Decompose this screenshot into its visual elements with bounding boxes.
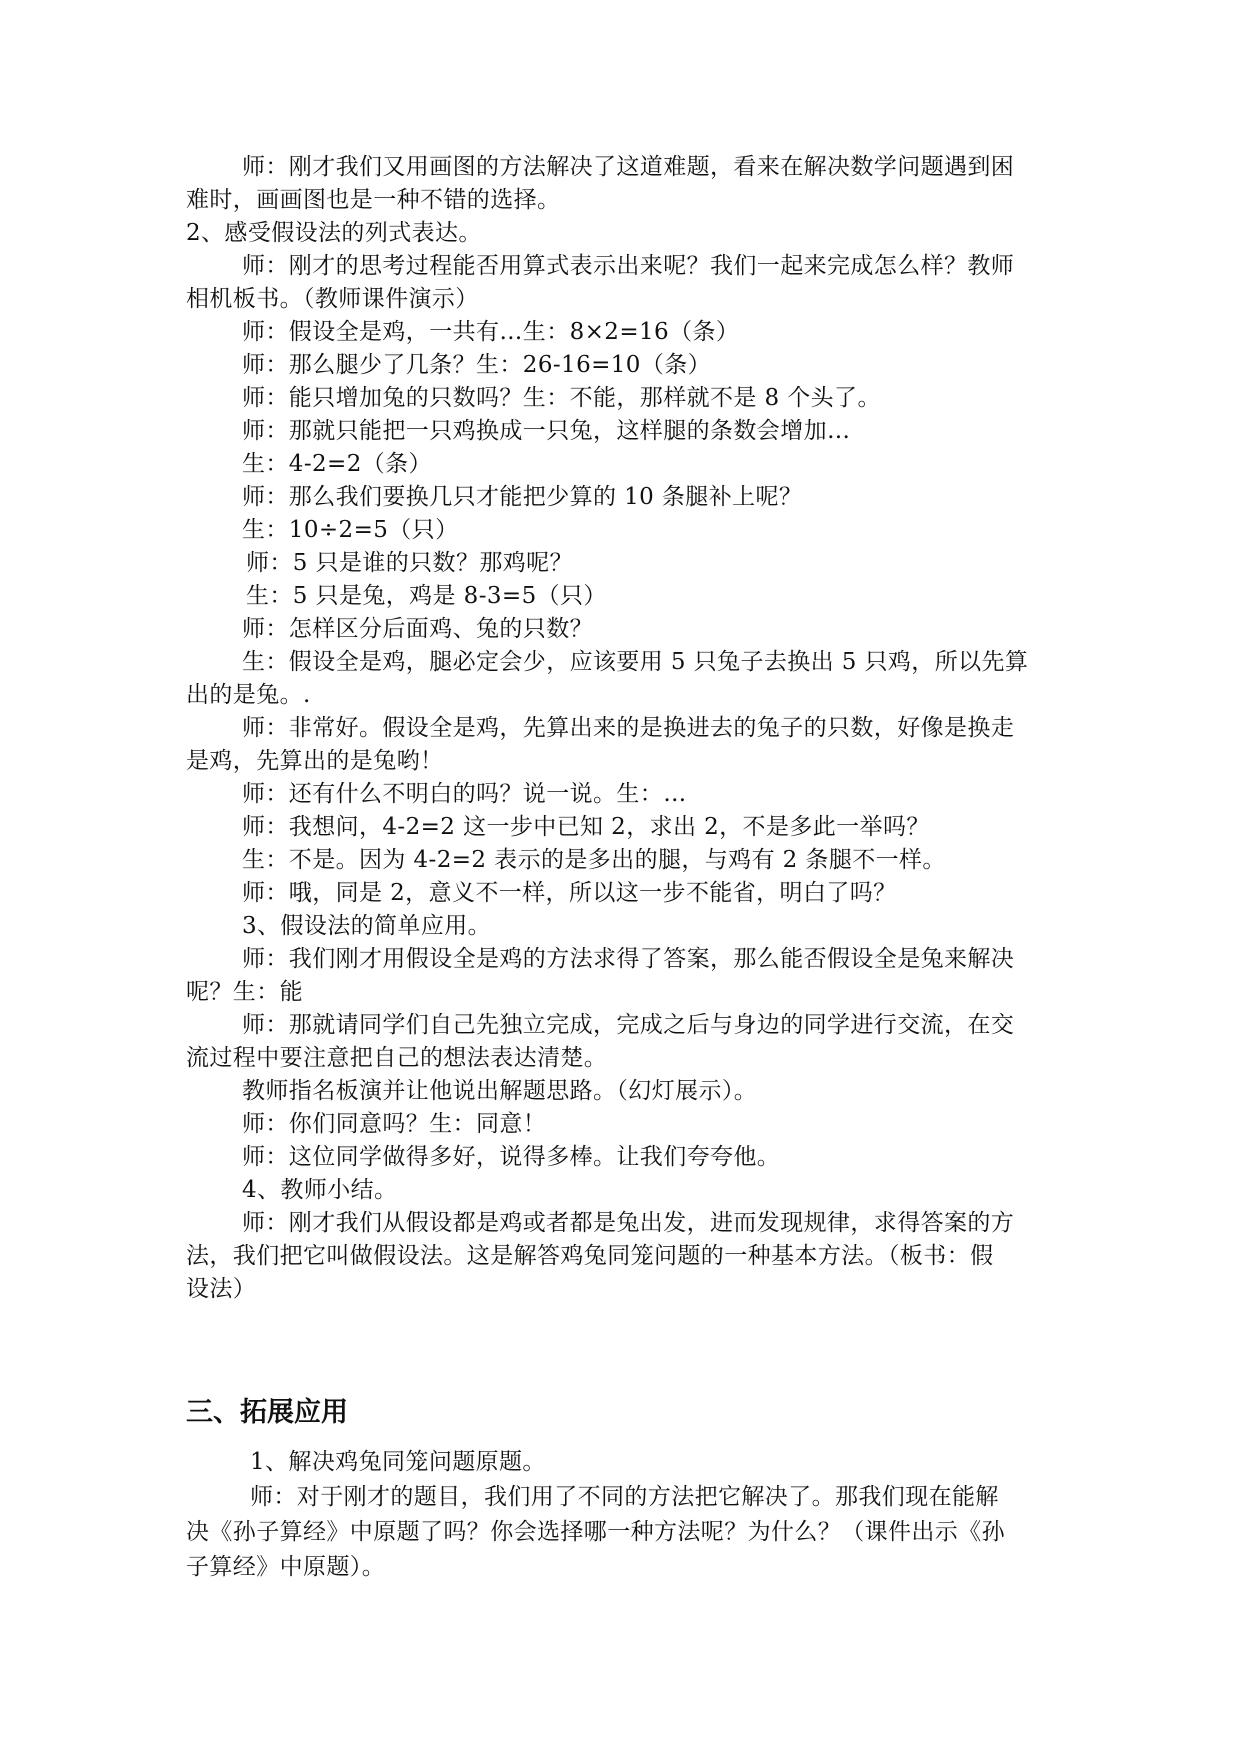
paragraph-line: 师：能只增加兔的只数吗？生：不能，那样就不是 8 个头了。 [242, 385, 881, 411]
paragraph-line: 师：怎样区分后面鸡、兔的只数？ [242, 616, 593, 642]
paragraph-line: 流过程中要注意把自己的想法表达清楚。 [186, 1045, 608, 1071]
paragraph-line: 师：我们刚才用假设全是鸡的方法求得了答案，那么能否假设全是兔来解决 [242, 946, 1015, 972]
paragraph-line: 教师指名板演并让他说出解题思路。（幻灯展示）。 [242, 1078, 758, 1104]
paragraph-line: 师：刚才我们从假设都是鸡或者都是兔出发，进而发现规律，求得答案的方 [242, 1210, 1015, 1236]
paragraph-line: 设法） [186, 1276, 257, 1302]
paragraph-line: 相机板书。（教师课件演示） [186, 286, 479, 312]
subsection-title: 3、假设法的简单应用。 [242, 913, 492, 939]
paragraph-line: 子算经》中原题）。 [186, 1554, 386, 1580]
paragraph-line: 师：假设全是鸡，一共有…生：8×2=16（条） [242, 319, 740, 345]
paragraph-line: 生：10÷2=5（只） [242, 517, 459, 543]
paragraph-line: 师：对于刚才的题目，我们用了不同的方法把它解决了。那我们现在能解 [250, 1484, 999, 1510]
section-heading: 三、拓展应用 [186, 1397, 348, 1428]
paragraph-line: 师：5 只是谁的只数？那鸡呢？ [246, 550, 573, 576]
paragraph-line: 师：那就只能把一只鸡换成一只兔，这样腿的条数会增加… [242, 418, 851, 444]
paragraph-line: 师：这位同学做得多好，说得多棒。让我们夸夸他。 [242, 1144, 781, 1170]
paragraph-line: 师：那么腿少了几条？生：26-16=10（条） [242, 352, 712, 378]
paragraph-line: 师：那就请同学们自己先独立完成，完成之后与身边的同学进行交流，在交 [242, 1012, 1015, 1038]
paragraph-line: 法，我们把它叫做假设法。这是解答鸡兔同笼问题的一种基本方法。（板书：假 [186, 1243, 994, 1269]
paragraph-line: 师：还有什么不明白的吗？说一说。生：… [242, 781, 687, 807]
paragraph-line: 生：5 只是兔，鸡是 8-3=5（只） [246, 583, 607, 609]
subsection-title: 2、感受假设法的列式表达。 [186, 220, 482, 246]
paragraph-line: 师：非常好。假设全是鸡，先算出来的是换进去的兔子的只数，好像是换走 [242, 715, 1015, 741]
paragraph-line: 师：哦，同是 2，意义不一样，所以这一步不能省，明白了吗？ [242, 880, 897, 906]
paragraph-line: 师：那么我们要换几只才能把少算的 10 条腿补上呢？ [242, 484, 803, 510]
paragraph-line: 师：我想问，4-2=2 这一步中已知 2，求出 2，不是多此一举吗？ [242, 814, 930, 840]
paragraph-line: 出的是兔。. [186, 682, 311, 708]
paragraph-line: 生：4-2=2（条） [242, 451, 432, 477]
paragraph-line: 难时，画画图也是一种不错的选择。 [186, 187, 561, 213]
paragraph-line: 生：不是。因为 4-2=2 表示的是多出的腿，与鸡有 2 条腿不一样。 [242, 847, 946, 873]
paragraph-line: 是鸡，先算出的是兔哟！ [186, 748, 444, 774]
subsection-title: 4、教师小结。 [242, 1177, 398, 1203]
subsection-title: 1、解决鸡兔同笼问题原题。 [250, 1449, 546, 1475]
paragraph-line: 师：刚才的思考过程能否用算式表示出来呢？我们一起来完成怎么样？教师 [242, 253, 1015, 279]
paragraph-line: 呢？生：能 [186, 979, 303, 1005]
paragraph-line: 生：假设全是鸡，腿必定会少，应该要用 5 只兔子去换出 5 只鸡，所以先算 [242, 649, 1029, 675]
paragraph-line: 师：你们同意吗？生：同意！ [242, 1111, 547, 1137]
paragraph-line: 决《孙子算经》中原题了吗？你会选择哪一种方法呢？为什么？（课件出示《孙 [186, 1519, 1005, 1545]
paragraph-line: 师：刚才我们又用画图的方法解决了这道难题，看来在解决数学问题遇到困 [242, 154, 1015, 180]
